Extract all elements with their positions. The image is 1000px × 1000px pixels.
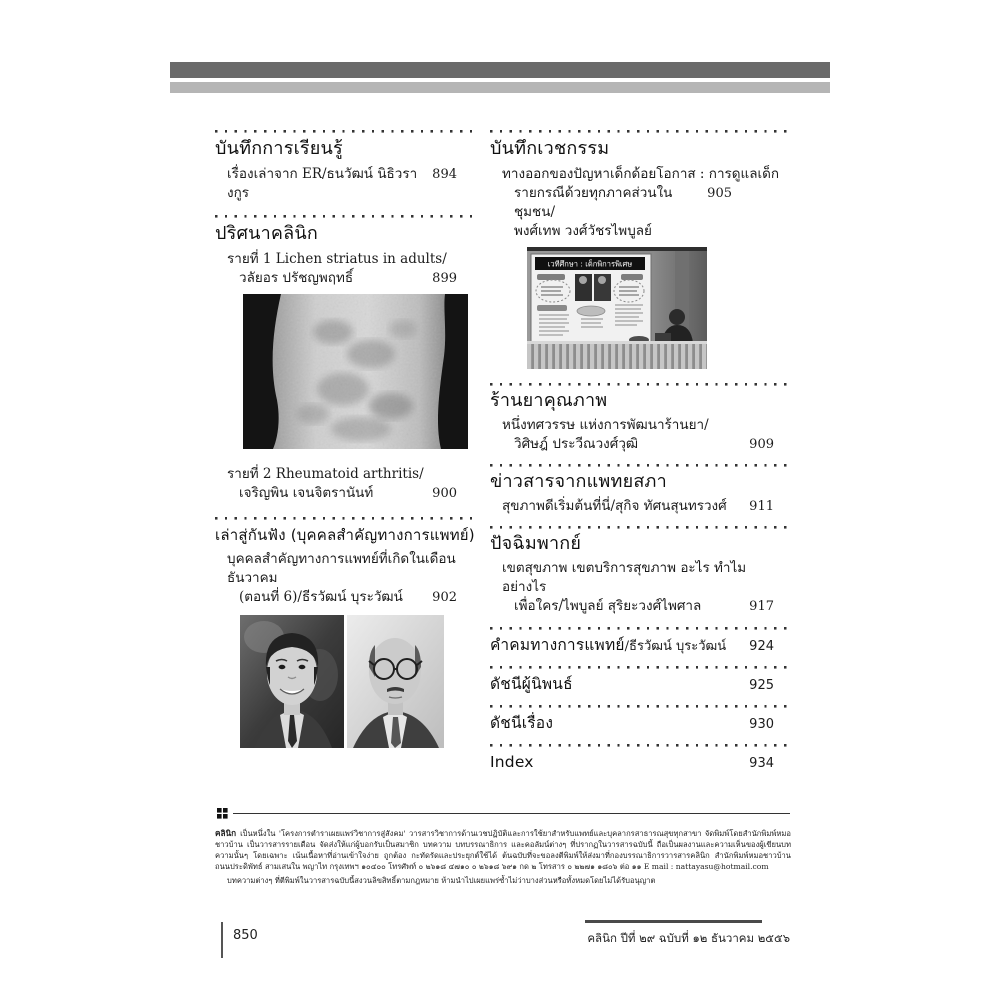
dotted-divider [490,130,790,133]
entry-author: วิศิษฎ์ ประวีณวงศ์วุฒิ [514,436,639,452]
journal-issue-line: คลินิก ปีที่ ๒๙ ฉบับที่ ๑๒ ธันวาคม ๒๕๕๖ [587,931,790,945]
clinical-photo-lichen-striatus-trunk [243,294,468,449]
entry-title: ทางออกของปัญหาเด็กด้อยโอกาส : การดูแลเด็ก [502,166,780,182]
section-heading: ข่าวสารจากแพทยสภา [490,471,667,492]
entry-title: สุขภาพดีเริ่มต้นที่นี่/สุกิจ ทัศนสุนทรวงศ์ [502,498,727,514]
entry-page-number: 917 [749,599,774,614]
colophon-paragraph [215,828,791,873]
top-rule-light [170,82,830,93]
entry-page-number: 925 [749,678,774,693]
dotted-divider [490,526,790,529]
portrait-photos-medical-figures [240,615,473,748]
poster-board [531,254,651,346]
entry-author: พงศ์เทพ วงศ์วัชรไพบูลย์ [514,223,652,239]
section-heading: Index [490,753,534,771]
squares-grid-icon [217,808,228,819]
toc-entry [490,634,790,656]
entry-title: เรื่องเล่าจาก ER/ธนวัฒน์ นิธิวรางกูร [227,166,418,201]
section-heading: บันทึกเวชกรรม [490,138,610,159]
entry-page-number: 905 [707,186,732,201]
section-heading: ดัชนีเรื่อง [490,714,554,732]
entry-title: บุคคลสำคัญทางการแพทย์ที่เกิดในเดือนธันวาคม [227,551,456,586]
entry-title: รายกรณีด้วยทุกภาคส่วนในชุมชน/ [514,185,673,220]
section-heading: คำคมทางการแพทย์ [490,636,625,654]
section-heading: บันทึกการเรียนรู้ [215,138,343,159]
dotted-divider [215,215,473,218]
entry-author: /ธีรวัฒน์ บุระวัฒน์ [624,639,727,654]
portrait-photo-left [240,615,344,748]
entry-page-number: 911 [749,499,774,514]
toc-entry [490,597,790,616]
toc-entry [490,184,790,222]
entry-page-number: 900 [432,486,457,501]
entry-page-number: 894 [432,167,457,182]
toc-entry [215,165,473,203]
smallprint-rule [233,813,790,814]
toc-left-column [215,130,473,748]
dotted-divider [490,744,790,747]
entry-page-number: 934 [749,756,774,771]
toc-entry [215,484,473,503]
entry-page-number: 924 [749,639,774,654]
entry-title: เขตสุขภาพ เขตบริการสุขภาพ อะไร ทำไม อย่างไร [502,560,747,595]
toc-entry [215,588,473,607]
toc-entry [215,269,473,288]
toc-entry [490,712,790,734]
entry-page-number: 909 [749,437,774,452]
poster-title-text: เวทีศึกษา : เด็กพิการพิเศษ [547,259,633,269]
seminar-presentation-photo [527,247,707,369]
journal-colophon [215,828,791,887]
portrait-photo-right [347,615,444,748]
dotted-divider [490,705,790,708]
page-number: 850 [221,922,258,958]
dotted-divider [490,464,790,467]
entry-author: เจริญพิน เจนจิตรานันท์ [239,485,374,501]
toc-entry [490,497,790,516]
section-heading: ร้านยาคุณภาพ [490,390,608,411]
dotted-divider [490,383,790,386]
toc-entry [490,751,790,773]
entry-title: รายที่ 2 Rheumatoid arthritis/ [227,466,424,482]
entry-author: เพื่อใคร/ไพบูลย์ สุริยะวงศ์ไพศาล [514,598,702,614]
toc-entry [490,435,790,454]
section-heading: ดัชนีผู้นิพนธ์ [490,675,573,693]
toc-entry [490,673,790,695]
section-heading: ปัจฉิมพากย์ [490,533,582,554]
section-heading: ปริศนาคลินิก [215,223,319,244]
top-rule-dark [170,62,830,78]
entry-author: วลัยอร ปรัชญพฤทธิ์ [239,270,354,286]
entry-title: หนึ่งทศวรรษ แห่งการพัฒนาร้านยา/ [502,417,709,433]
entry-page-number: 930 [749,717,774,732]
journal-brand: คลินิก [215,828,237,838]
colophon-note: บทความต่างๆ ที่ตีพิมพ์ในวารสารฉบับนี้สงวนลิขสิทธิ์ตามกฎหมาย ห้ามนำไปเผยแพร่ซ้ำไม่ว่าบางส่วนหรือทั้งหมดโดยไม่ได้รับอนุญาต [227,875,656,885]
dotted-divider [215,130,473,133]
entry-author: (ตอนที่ 6)/ธีรวัฒน์ บุระวัฒน์ [239,589,403,605]
entry-page-number: 899 [432,271,457,286]
entry-page-number: 902 [432,590,457,605]
table-skirt [527,343,707,369]
section-heading: เล่าสู่กันฟัง (บุคคลสำคัญทางการแพทย์) [215,526,475,544]
toc-right-column [490,130,790,773]
colophon-body: เป็นหนึ่งใน 'โครงการตำราเผยแพร่วิชาการสู่สังคม' วารสารวิชาการด้านเวชปฏิบัติและการใช้ยาสำหรับแพทย์และบุคลากรสาธารณสุขทุกสาขา จัดพิมพ์โดยสำนักพิมพ์หมอชาวบ้าน เป็นวารสารรายเดือน จัดส่งให้แก่ผู้บอกรับเป็นสมาชิก บทความ บทบรรณาธิการ และคอลัมน์ต่างๆ ที่ปรากฏในวารสารฉบับนี้ ถือเป็นผลงานและความเห็นของผู้เขียนบทความนั้นๆ โดยเฉพาะ เน้นเนื้อหาที่อ่านเข้าใจง่าย ถูกต้อง กะทัดรัดและประยุกต์ใช้ได้ ต้นฉบับที่จะขอลงตีพิมพ์ให้ส่งมาที่กองบรรณาธิการวารสารคลินิก สำนักพิมพ์หมอชาวบ้าน ถนนประดิพัทธ์ สามเสนใน พญาไท กรุงเทพฯ ๑๐๔๐๐ โทรศัพท์ ๐ ๒๖๑๘ ๔๗๑๐ ๐ ๒๖๑๘ ๖๙๑ กด ๒ โทรสาร ๐ ๒๒๗๑ ๑๘๐๖ ต่อ ๑๑ E mail : nattayasu@hotmail.com [215,829,791,871]
dotted-divider [215,517,473,520]
footer-rule [585,920,762,923]
dotted-divider [490,627,790,630]
dotted-divider [490,666,790,669]
entry-title: รายที่ 1 Lichen striatus in adults/ [227,251,447,267]
